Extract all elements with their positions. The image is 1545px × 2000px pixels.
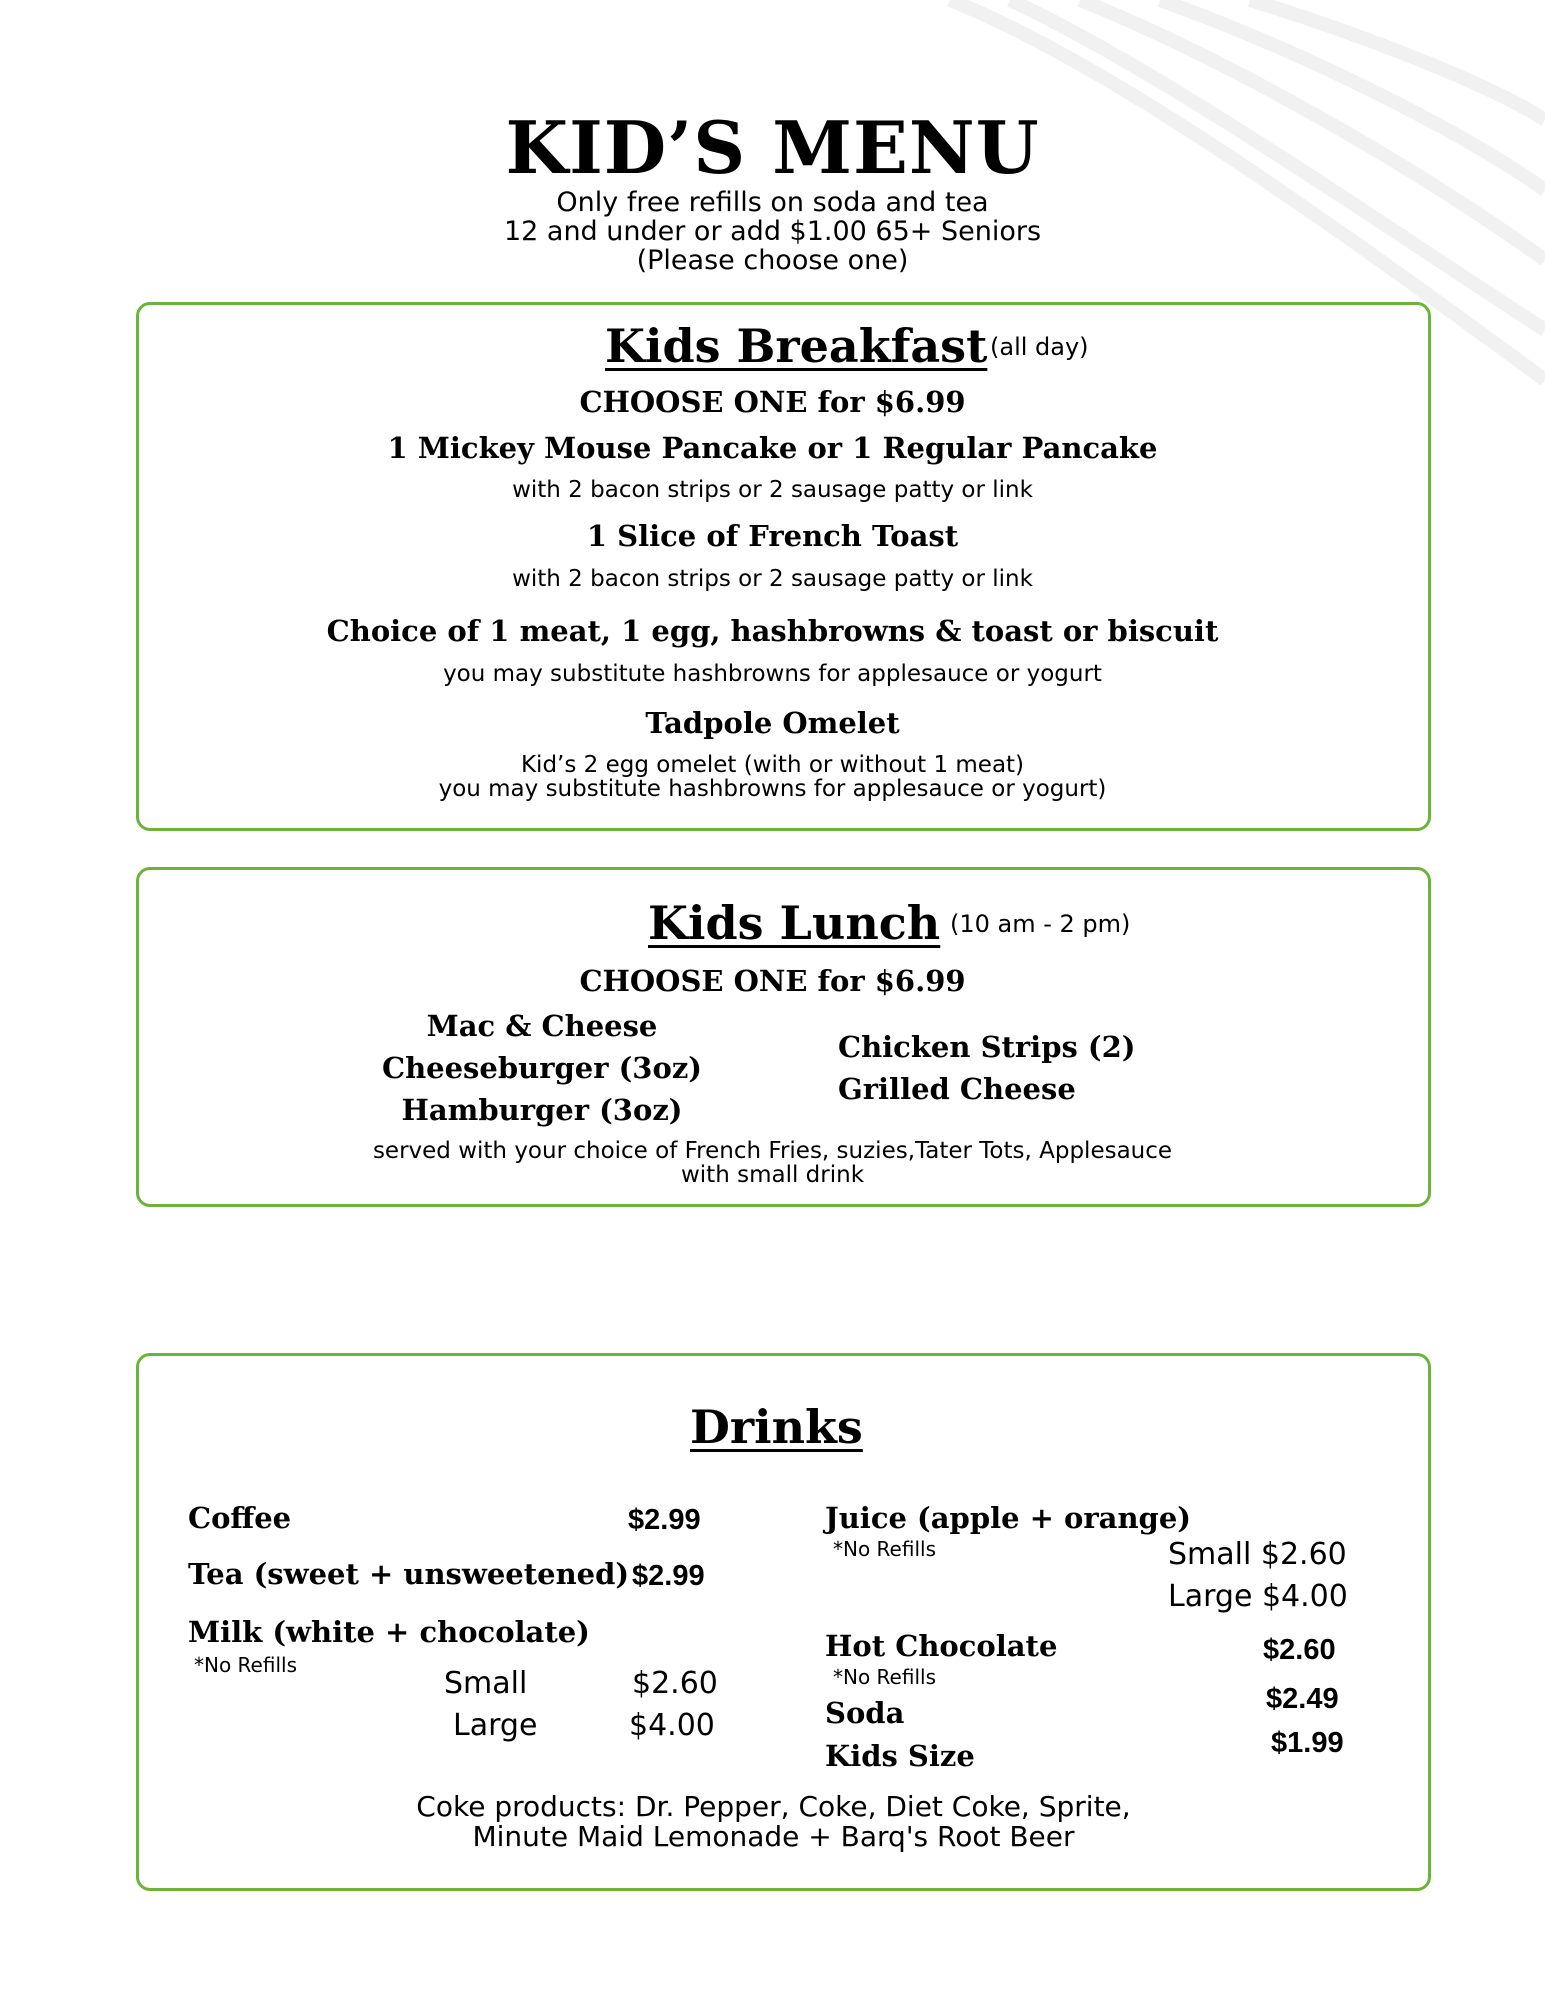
breakfast-item-pancake-desc: with 2 bacon strips or 2 sausage patty or link <box>512 477 1033 503</box>
lunch-item-mac-cheese: Mac & Cheese <box>426 1009 658 1043</box>
drink-milk-small-price: $2.60 <box>632 1666 718 1701</box>
breakfast-item-omelet: Tadpole Omelet <box>645 706 900 740</box>
drinks-footer-line-1: Coke products: Dr. Pepper, Coke, Diet Coke, Sprite, <box>416 1790 1131 1823</box>
drink-milk-no-refills: *No Refills <box>194 1653 297 1677</box>
breakfast-title: Kids Breakfast <box>605 319 988 373</box>
breakfast-item-omelet-desc-2: you may substitute hashbrowns for applesauce or yogurt) <box>438 776 1107 802</box>
drink-milk-large-label: Large <box>453 1708 538 1743</box>
drink-juice-no-refills: *No Refills <box>833 1537 936 1561</box>
drink-milk-large-price: $4.00 <box>629 1708 715 1743</box>
drink-kids-size-price: $1.99 <box>1271 1727 1344 1759</box>
lunch-item-grilled-cheese: Grilled Cheese <box>838 1072 1076 1106</box>
drink-tea-price: $2.99 <box>632 1560 705 1592</box>
drink-juice-small: Small $2.60 <box>1168 1537 1347 1572</box>
lunch-choose: CHOOSE ONE for $6.99 <box>579 964 966 998</box>
menu-title: KID’S MENU <box>505 105 1040 190</box>
drinks-footer-line-2: Minute Maid Lemonade + Barq's Root Beer <box>472 1820 1075 1853</box>
lunch-footer-line-2: with small drink <box>680 1162 865 1188</box>
drink-hot-chocolate-no-refills: *No Refills <box>833 1665 936 1689</box>
lunch-item-chicken-strips: Chicken Strips (2) <box>838 1030 1136 1064</box>
lunch-item-cheeseburger: Cheeseburger (3oz) <box>381 1051 703 1085</box>
lunch-item-hamburger: Hamburger (3oz) <box>401 1093 683 1127</box>
drink-milk-name: Milk (white + chocolate) <box>188 1615 590 1649</box>
drink-juice-large: Large $4.00 <box>1168 1579 1348 1614</box>
breakfast-item-french-toast-desc: with 2 bacon strips or 2 sausage patty or link <box>512 566 1033 592</box>
breakfast-item-french-toast: 1 Slice of French Toast <box>586 519 959 553</box>
drinks-title: Drinks <box>690 1400 863 1454</box>
drink-hot-chocolate-price: $2.60 <box>1263 1634 1336 1666</box>
lunch-title: Kids Lunch <box>648 896 941 950</box>
drink-coffee-name: Coffee <box>188 1501 292 1535</box>
drink-hot-chocolate-name: Hot Chocolate <box>825 1629 1058 1663</box>
header-line-choose: (Please choose one) <box>636 245 909 276</box>
drink-soda-name: Soda <box>825 1696 905 1730</box>
breakfast-note: (all day) <box>990 333 1089 361</box>
drink-kids-size-name: Kids Size <box>825 1739 975 1773</box>
header-line-refills: Only free refills on soda and tea <box>556 187 989 218</box>
breakfast-item-combo: Choice of 1 meat, 1 egg, hashbrowns & toast or biscuit <box>326 614 1219 648</box>
lunch-right-items <box>838 1026 1136 1110</box>
drink-tea-name: Tea (sweet + unsweetened) <box>188 1557 630 1591</box>
breakfast-item-omelet-desc: Kid’s 2 egg omelet (with or without 1 meat) <box>520 752 1025 778</box>
drink-milk-small-label: Small <box>444 1666 528 1701</box>
lunch-note: (10 am - 2 pm) <box>950 910 1131 938</box>
breakfast-item-pancake: 1 Mickey Mouse Pancake or 1 Regular Pancake <box>387 431 1158 465</box>
drink-coffee-price: $2.99 <box>628 1504 701 1536</box>
lunch-left-items <box>292 1005 792 1131</box>
breakfast-item-combo-desc: you may substitute hashbrowns for applesauce or yogurt <box>443 661 1102 687</box>
drinks-footer <box>136 1792 1411 1852</box>
lunch-footer-line-1: served with your choice of French Fries, suzies,Tater Tots, Applesauce <box>372 1138 1173 1164</box>
header-line-age: 12 and under or add $1.00 65+ Seniors <box>503 216 1042 247</box>
drink-juice-name: Juice (apple + orange) <box>825 1501 1191 1535</box>
breakfast-choose: CHOOSE ONE for $6.99 <box>579 385 966 419</box>
drink-soda-price: $2.49 <box>1266 1683 1339 1715</box>
